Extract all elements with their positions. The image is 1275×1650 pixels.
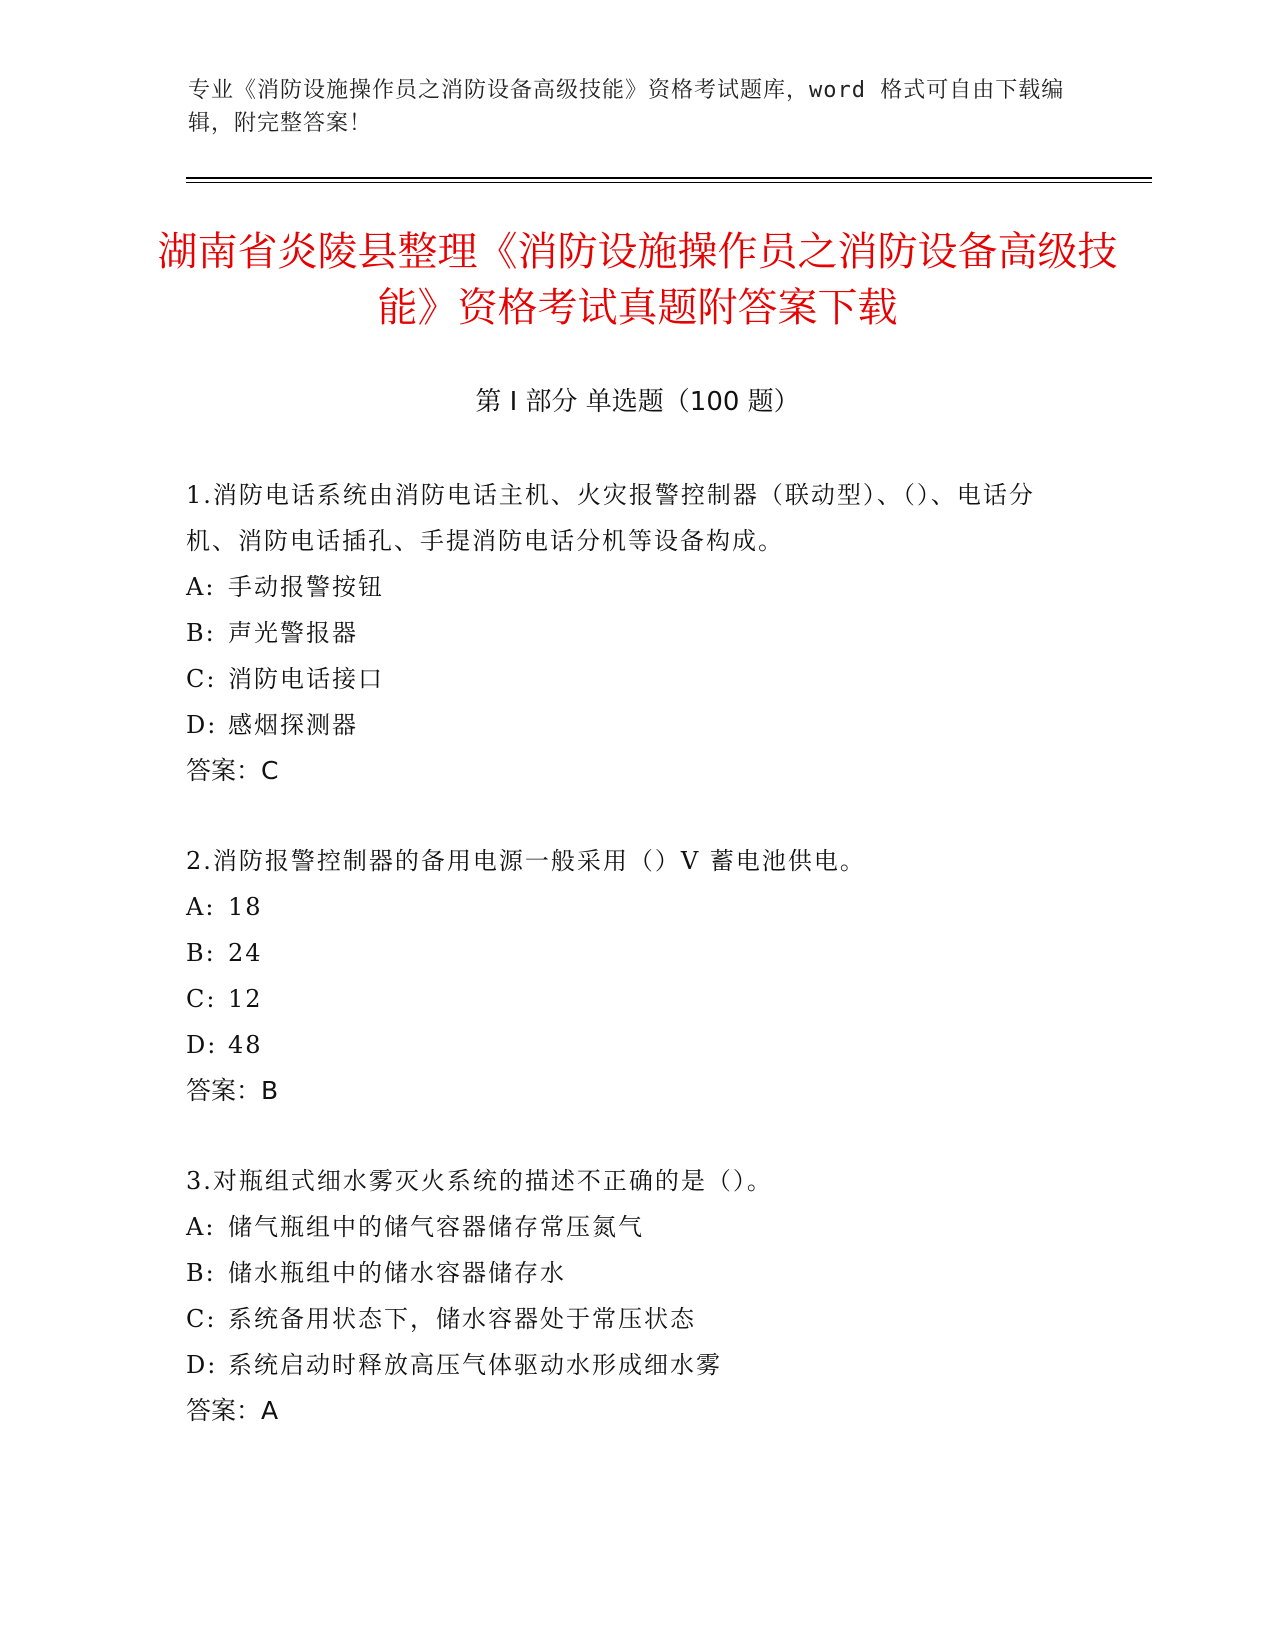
option-key: D: (186, 1031, 218, 1059)
option-key: D: (186, 1351, 218, 1379)
option-d (186, 1022, 1086, 1068)
question-stem: 2.消防报警控制器的备用电源一般采用（）V 蓄电池供电。 (186, 847, 866, 875)
option-a (186, 1204, 1086, 1250)
answer-label: 答案：A (186, 1396, 279, 1425)
option-key: B: (186, 939, 216, 967)
question-list (186, 472, 1086, 1478)
option-text: 感烟探测器 (228, 711, 358, 739)
option-key: C: (186, 1305, 217, 1333)
answer-label: 答案：B (186, 1076, 279, 1105)
option-b (186, 610, 1086, 656)
option-key: A: (186, 573, 216, 601)
document-title: 湖南省炎陵县整理《消防设施操作员之消防设备高级技能》资格考试真题附答案下载 (157, 229, 1118, 331)
option-c (186, 1296, 1086, 1342)
option-a (186, 884, 1086, 930)
option-text: 系统备用状态下，储水容器处于常压状态 (228, 1305, 696, 1333)
option-a (186, 564, 1086, 610)
question-stem: 1.消防电话系统由消防电话主机、火灾报警控制器（联动型）、（）、电话分机、消防电话插孔、手提消防电话分机等设备构成。 (186, 481, 1035, 555)
section-heading: 第 I 部分 单选题（100 题） (475, 387, 800, 417)
option-key: A: (186, 1213, 216, 1241)
question-2 (186, 838, 1086, 1114)
option-b (186, 1250, 1086, 1296)
option-text: 储水瓶组中的储水容器储存水 (228, 1259, 566, 1287)
option-text: 手动报警按钮 (228, 573, 384, 601)
option-text: 声光警报器 (228, 619, 358, 647)
option-text: 系统启动时释放高压气体驱动水形成细水雾 (228, 1351, 722, 1379)
answer-label: 答案：C (186, 756, 279, 785)
question-stem: 3.对瓶组式细水雾灭火系统的描述不正确的是（）。 (186, 1167, 773, 1195)
option-key: B: (186, 1259, 216, 1287)
option-c (186, 656, 1086, 702)
option-d (186, 1342, 1086, 1388)
question-3 (186, 1158, 1086, 1434)
option-key: C: (186, 985, 217, 1013)
option-key: B: (186, 619, 216, 647)
option-key: A: (186, 893, 216, 921)
option-text: 储气瓶组中的储气容器储存常压氮气 (228, 1213, 644, 1241)
option-b (186, 930, 1086, 976)
option-c (186, 976, 1086, 1022)
option-text: 12 (228, 985, 263, 1013)
option-key: C: (186, 665, 217, 693)
option-text: 消防电话接口 (228, 665, 384, 693)
header-divider-thick (186, 177, 1152, 179)
header-note: 专业《消防设施操作员之消防设备高级技能》资格考试题库，word 格式可自由下载编辑，附完整答案！ (188, 78, 1065, 136)
question-1 (186, 472, 1086, 794)
header-divider-thin (186, 182, 1152, 183)
option-key: D: (186, 711, 218, 739)
option-d (186, 702, 1086, 748)
option-text: 24 (228, 939, 263, 967)
option-text: 48 (228, 1031, 263, 1059)
option-text: 18 (228, 893, 263, 921)
